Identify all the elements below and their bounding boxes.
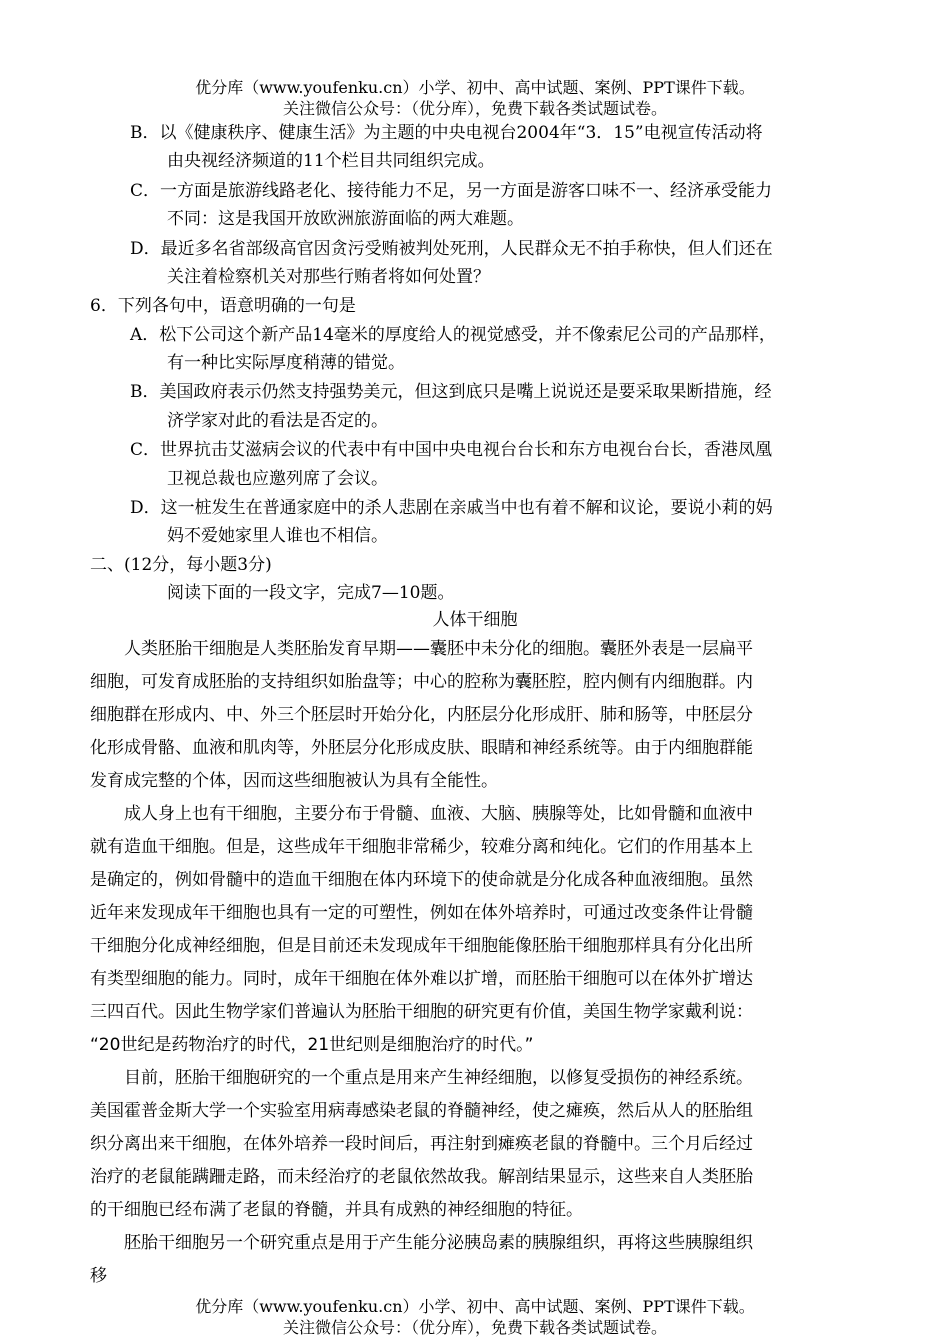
passage-line: 近年来发现成年干细胞也具有一定的可塑性，例如在体外培养时，可通过改变条件让骨髓 bbox=[90, 903, 753, 923]
passage-line: 的干细胞已经布满了老鼠的脊髓，并具有成熟的神经细胞的特征。 bbox=[90, 1200, 583, 1220]
page-header bbox=[0, 77, 950, 119]
passage-line: 化形成骨骼、血液和肌肉等，外胚层分化形成皮肤、眼睛和神经系统等。由于内细胞群能 bbox=[90, 738, 753, 758]
q5-option-b-line2: 由央视经济频道的11个栏目共同组织完成。 bbox=[167, 151, 495, 171]
q5-option-d-line1: D．最近多名省部级高官因贪污受贿被判处死刑，人民群众无不拍手称快，但人们还在 bbox=[130, 239, 773, 259]
q6-option-d-line2: 妈不爱她家里人谁也不相信。 bbox=[167, 526, 388, 546]
passage-line: 细胞群在形成内、中、外三个胚层时开始分化，内胚层分化形成肝、肺和肠等，中胚层分 bbox=[90, 705, 753, 725]
passage-line: 胚胎干细胞另一个研究重点是用于产生能分泌胰岛素的胰腺组织，再将这些胰腺组织 bbox=[90, 1233, 753, 1253]
header-line-1: 优分库（www.youfenku.cn）小学、初中、高中试题、案例、PPT课件下载。 bbox=[195, 78, 755, 97]
q6-option-c-line1: C．世界抗击艾滋病会议的代表中有中国中央电视台台长和东方电视台台长，香港凤凰 bbox=[130, 440, 773, 460]
q6-option-c-line2: 卫视总裁也应邀列席了会议。 bbox=[167, 469, 388, 489]
q6-option-b-line2: 济学家对此的看法是否定的。 bbox=[167, 411, 388, 431]
passage-line: 是确定的，例如骨髓中的造血干细胞在体内环境下的使命就是分化成各种血液细胞。虽然 bbox=[90, 870, 753, 890]
passage-line: 人类胚胎干细胞是人类胚胎发育早期——囊胚中未分化的细胞。囊胚外表是一层扁平 bbox=[90, 639, 753, 659]
q6-option-a-line2: 有一种比实际厚度稍薄的错觉。 bbox=[167, 353, 405, 373]
passage-line: 美国霍普金斯大学一个实验室用病毒感染老鼠的脊髓神经，使之瘫痪，然后从人的胚胎组 bbox=[90, 1101, 753, 1121]
section-2-heading: 二、(12分，每小题3分) bbox=[90, 555, 272, 575]
passage-line: 治疗的老鼠能蹒跚走路，而未经治疗的老鼠依然故我。解剖结果显示，这些来自人类胚胎 bbox=[90, 1167, 753, 1187]
q5-option-c-line2: 不同：这是我国开放欧洲旅游面临的两大难题。 bbox=[167, 209, 524, 229]
passage-line: 发育成完整的个体，因而这些细胞被认为具有全能性。 bbox=[90, 771, 498, 791]
passage-line: 干细胞分化成神经细胞，但是目前还未发现成年干细胞能像胚胎干细胞那样具有分化出所 bbox=[90, 936, 753, 956]
q6-option-d-line1: D．这一桩发生在普通家庭中的杀人悲剧在亲戚当中也有着不解和议论，要说小莉的妈 bbox=[130, 498, 773, 518]
q6-option-a-line1: A．松下公司这个新产品14毫米的厚度给人的视觉感受，并不像索尼公司的产品那样， bbox=[130, 325, 776, 345]
section-2-instruction: 阅读下面的一段文字，完成7—10题。 bbox=[167, 583, 455, 603]
q5-option-b-line1: B．以《健康秩序、健康生活》为主题的中央电视台2004年“3．15”电视宣传活动将 bbox=[130, 123, 763, 143]
q5-option-d-line2: 关注着检察机关对那些行贿者将如何处置？ bbox=[167, 267, 490, 287]
q6-option-b-line1: B．美国政府表示仍然支持强势美元，但这到底只是嘴上说说还是要采取果断措施，经 bbox=[130, 382, 772, 402]
passage-line: 就有造血干细胞。但是，这些成年干细胞非常稀少，较难分离和纯化。它们的作用基本上 bbox=[90, 837, 753, 857]
passage-line: 有类型细胞的能力。同时，成年干细胞在体外难以扩增，而胚胎干细胞可以在体外扩增达 bbox=[90, 969, 753, 989]
passage-line: 目前，胚胎干细胞研究的一个重点是用来产生神经细胞，以修复受损伤的神经系统。 bbox=[90, 1068, 753, 1088]
passage-line: 织分离出来干细胞，在体外培养一段时间后，再注射到瘫痪老鼠的脊髓中。三个月后经过 bbox=[90, 1134, 753, 1154]
passage-line: 成人身上也有干细胞，主要分布于骨髓、血液、大脑、胰腺等处，比如骨髓和血液中 bbox=[90, 804, 753, 824]
passage-line: 三四百代。因此生物学家们普遍认为胚胎干细胞的研究更有价值，美国生物学家戴利说： bbox=[90, 1002, 753, 1022]
footer-line-1: 优分库（www.youfenku.cn）小学、初中、高中试题、案例、PPT课件下载。 bbox=[195, 1297, 755, 1316]
q6-stem: 6．下列各句中，语意明确的一句是 bbox=[90, 296, 356, 316]
passage-line: “20世纪是药物治疗的时代，21世纪则是细胞治疗的时代。” bbox=[90, 1035, 534, 1055]
q5-option-c-line1: C．一方面是旅游线路老化、接待能力不足，另一方面是游客口味不一、经济承受能力 bbox=[130, 181, 773, 201]
passage-title: 人体干细胞 bbox=[432, 610, 518, 630]
header-line-2: 关注微信公众号：（优分库），免费下载各类试题试卷。 bbox=[282, 99, 667, 118]
passage-line: 细胞，可发育成胚胎的支持组织如胎盘等；中心的腔称为囊胚腔，腔内侧有内细胞群。内 bbox=[90, 672, 753, 692]
page-footer bbox=[0, 1296, 950, 1338]
footer-line-2: 关注微信公众号：（优分库），免费下载各类试题试卷。 bbox=[282, 1318, 667, 1337]
passage-line: 移 bbox=[90, 1266, 107, 1286]
